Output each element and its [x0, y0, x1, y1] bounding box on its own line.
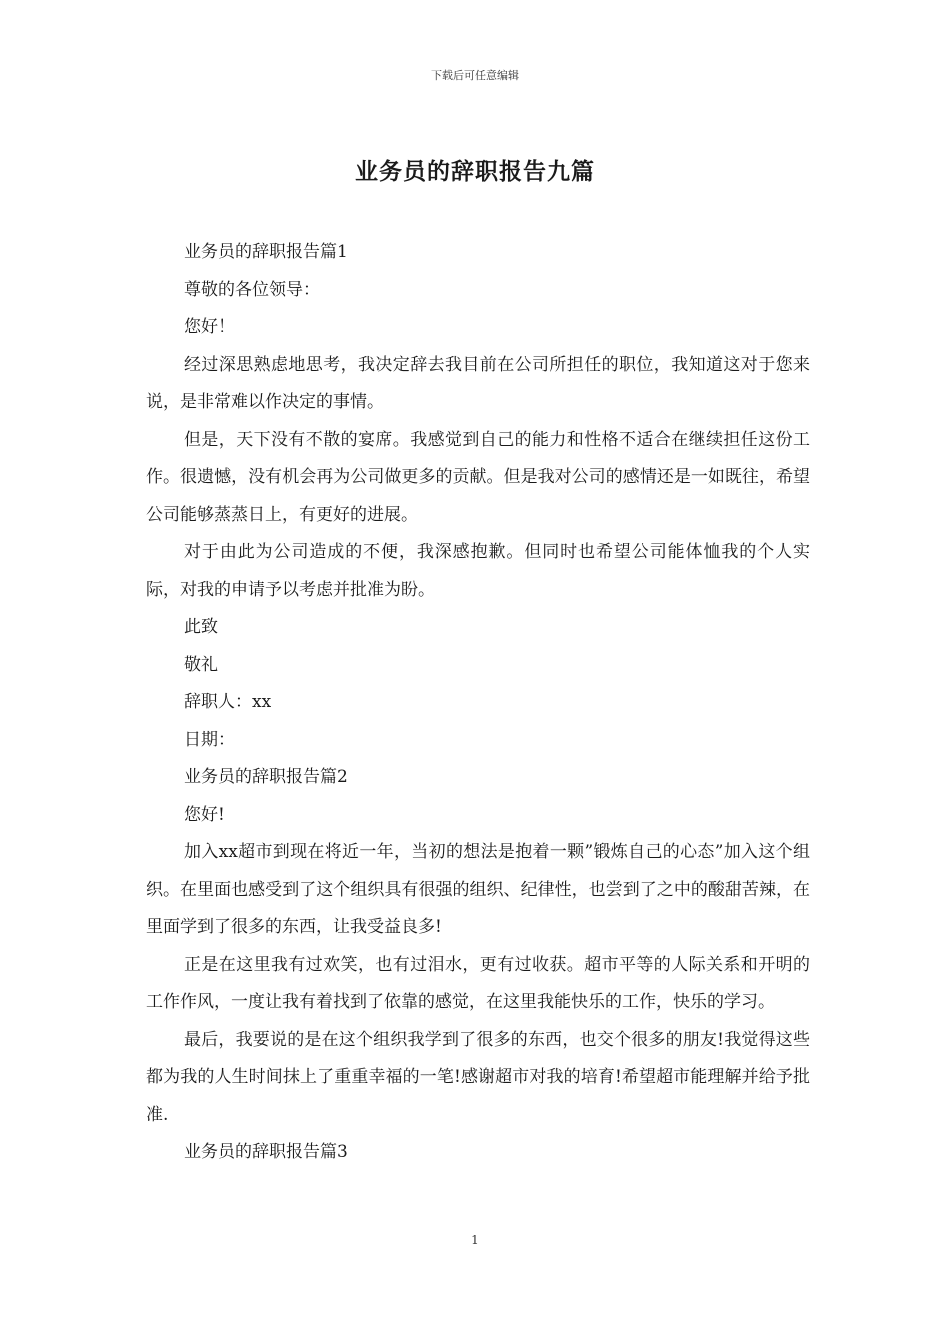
signature-line: 辞职人：xx: [184, 692, 272, 712]
paragraph: 最后，我要说的是在这个组织我学到了很多的东西，也交个很多的朋友!我觉得这些都为我的人生时间抹上了重重幸福的一笔!感谢超市对我的培育!希望超市能理解并给予批准.: [146, 1029, 810, 1125]
section-heading-3: 业务员的辞职报告篇3: [184, 1142, 348, 1162]
paragraph: 对于由此为公司造成的不便，我深感抱歉。但同时也希望公司能体恤我的个人实际，对我的申请予以考虑并批准为盼。: [146, 542, 810, 600]
closing-line: 敬礼: [184, 654, 218, 675]
page-number: 1: [471, 1233, 479, 1247]
section-heading-1: 业务员的辞职报告篇1: [184, 242, 348, 262]
paragraph: 正是在这里我有过欢笑，也有过泪水，更有过收获。超市平等的人际关系和开明的工作作风，一度让我有着找到了依靠的感觉，在这里我能快乐的工作，快乐的学习。: [146, 954, 810, 1012]
greeting: 您好!: [184, 804, 225, 825]
paragraph: 经过深思熟虑地思考，我决定辞去我目前在公司所担任的职位，我知道这对于您来说，是非常难以作决定的事情。: [146, 354, 810, 412]
closing-line: 此致: [184, 617, 218, 637]
date-line: 日期：: [184, 729, 235, 750]
section-heading-2: 业务员的辞职报告篇2: [184, 767, 348, 787]
document-body: [146, 234, 810, 1172]
paragraph: 加入xx超市到现在将近一年，当初的想法是抱着一颗”锻炼自己的心态”加入这个组织。在里面也感受到了这个组织具有很强的组织、纪律性，也尝到了之中的酸甜苦辣，在里面学到了很多的东西，让我受益良多!: [146, 842, 810, 937]
page-header: 下载后可任意编辑: [431, 69, 519, 82]
document-title: 业务员的辞职报告九篇: [355, 158, 595, 185]
salutation: 尊敬的各位领导：: [184, 279, 320, 300]
greeting: 您好！: [184, 317, 235, 337]
paragraph: 但是，天下没有不散的宴席。我感觉到自己的能力和性格不适合在继续担任这份工作。很遗憾，没有机会再为公司做更多的贡献。但是我对公司的感情还是一如既往，希望公司能够蒸蒸日上，有更好的进展。: [146, 429, 810, 525]
